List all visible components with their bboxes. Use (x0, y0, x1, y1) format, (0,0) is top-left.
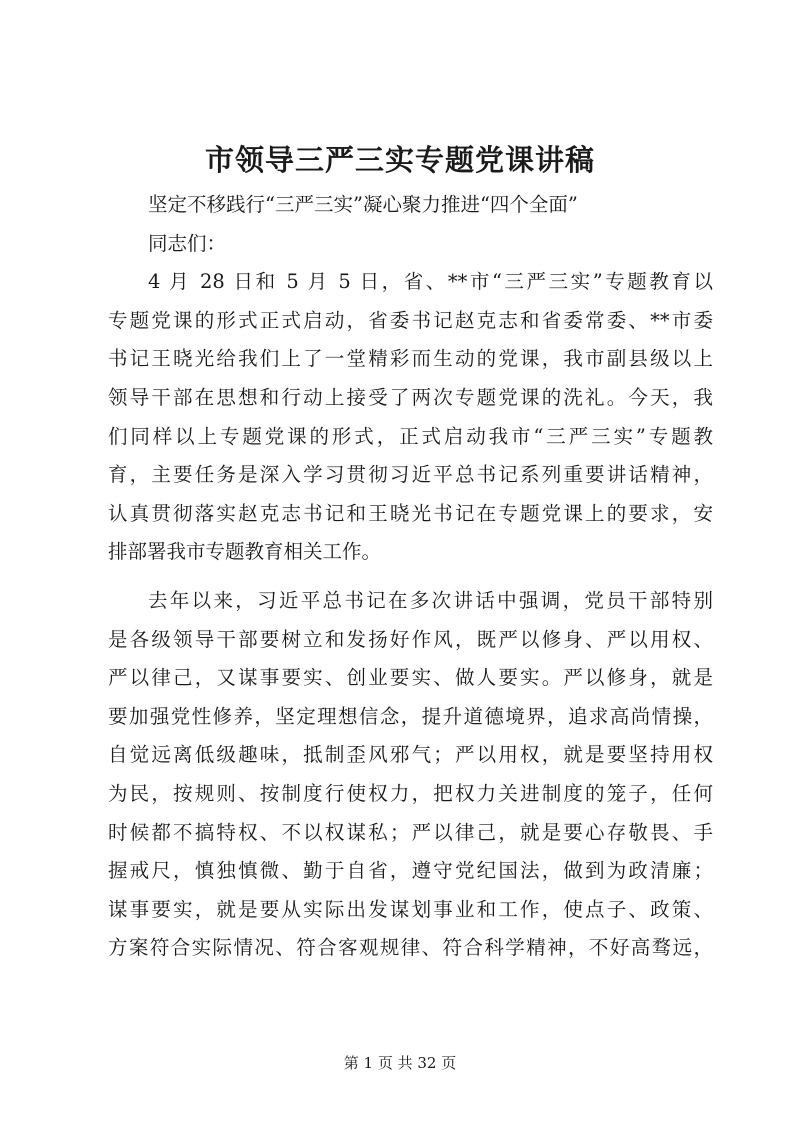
paragraph-line: 领导干部在思想和行动上接受了两次专题党课的洗礼。今天，我 (108, 385, 713, 409)
paragraph-line: 严以律己，又谋事要实、创业要实、做人要实。严以修身，就是 (108, 666, 713, 690)
paragraph-line: 方案符合实际情况、符合客观规律、符合科学精神，不好高骛远， (108, 936, 713, 960)
document-body (108, 186, 713, 968)
paragraph-line: 是各级领导干部要树立和发扬好作风，既严以修身、严以用权、 (108, 627, 713, 651)
paragraph-line: 为民，按规则、按制度行使权力，把权力关进制度的笼子，任何 (108, 781, 713, 805)
paragraph-line: 专题党课的形式正式启动，省委书记赵克志和省委常委、**市委 (108, 308, 713, 332)
paragraph-line: 书记王晓光给我们上了一堂精彩而生动的党课，我市副县级以上 (108, 347, 713, 371)
paragraph-line: 去年以来，习近平总书记在多次讲话中强调，党员干部特别 (148, 588, 713, 612)
salutation-line: 同志们： (148, 231, 227, 255)
paragraph-line: 握戒尺，慎独慎微、勤于自省，遵守党纪国法，做到为政清廉； (108, 859, 713, 883)
paragraph-line: 时候都不搞特权、不以权谋私；严以律己，就是要心存敬畏、手 (108, 820, 713, 844)
document-title: 市领导三严三实专题党课讲稿 (204, 143, 595, 177)
paragraph-line: 4 月 28 日和 5 月 5 日，省、**市“三严三实”专题教育以 (148, 270, 713, 294)
paragraph-line: 谋事要实，就是要从实际出发谋划事业和工作，使点子、政策、 (108, 897, 713, 921)
paragraph-line: 认真贯彻落实赵克志书记和王晓光书记在专题党课上的要求，安 (108, 501, 713, 525)
paragraph-line: 要加强党性修养，坚定理想信念，提升道德境界，追求高尚情操， (108, 704, 713, 728)
page-footer: 第 1 页 共 32 页 (343, 1054, 457, 1072)
paragraph-line: 排部署我市专题教育相关工作。 (108, 540, 382, 564)
paragraph-line: 自觉远离低级趣味，抵制歪风邪气；严以用权，就是要坚持用权 (108, 743, 713, 767)
paragraph-line: 育，主要任务是深入学习贯彻习近平总书记系列重要讲话精神， (108, 463, 713, 487)
subtitle-line: 坚定不移践行“三严三实”凝心聚力推进“四个全面” (148, 193, 578, 216)
paragraph-line: 们同样以上专题党课的形式，正式启动我市“三严三实”专题教 (108, 424, 713, 448)
